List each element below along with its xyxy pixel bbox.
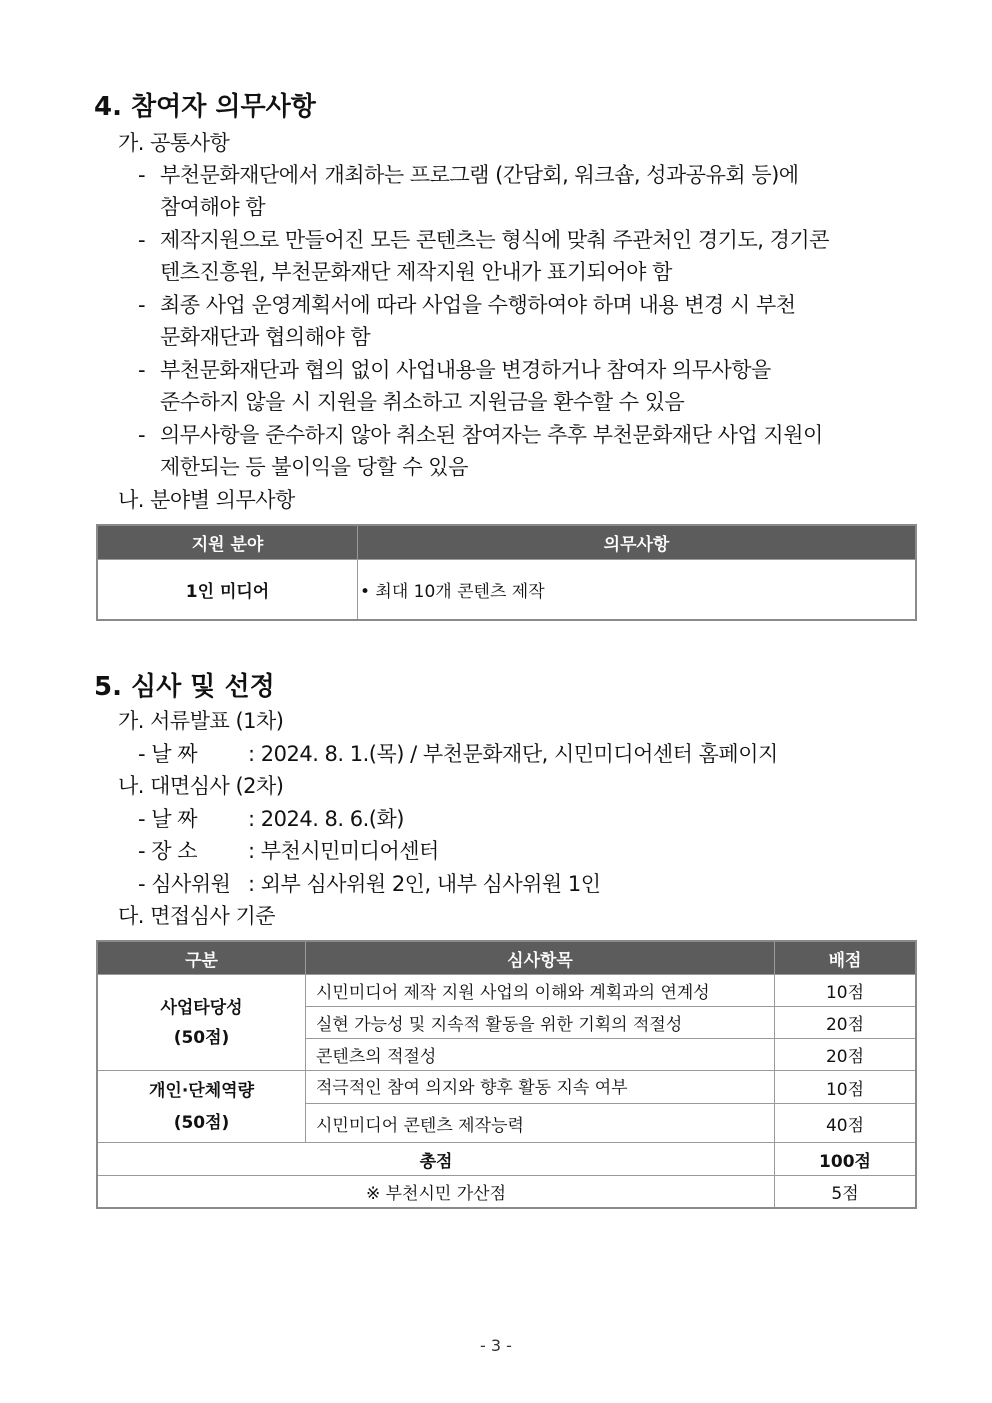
- duty-table: [96, 524, 917, 621]
- list-item-line: 최종 사업 운영계획서에 따라 사업을 수행하여야 하며 내용 변경 시 부천: [160, 293, 796, 317]
- list-item-line: 의무사항을 준수하지 않아 취소된 참여자는 추후 부천문화재단 사업 지원이: [160, 423, 823, 447]
- detail-value: : 2024. 8. 6.(화): [248, 807, 404, 831]
- list-item-line: 제한되는 등 불이익을 당할 수 있음: [160, 455, 468, 479]
- list-item-dash: -: [138, 163, 146, 187]
- cell-criteria: 시민미디어 제작 지원 사업의 이해와 계획과의 연계성: [306, 975, 775, 1007]
- detail-label: - 날 짜: [138, 742, 198, 766]
- list-item-line: 준수하지 않을 시 지원을 취소하고 지원금을 환수할 수 있음: [160, 390, 685, 414]
- list-item-line: 제작지원으로 만들어진 모든 콘텐츠는 형식에 맞춰 주관처인 경기도, 경기콘: [160, 228, 829, 252]
- category-name: 개인·단체역량: [149, 1080, 254, 1101]
- cell-total-score: 100점: [775, 1143, 917, 1176]
- section-5-sub-c: 다. 면접심사 기준: [118, 904, 276, 928]
- list-item-line: 참여해야 함: [160, 195, 266, 219]
- cell-duty: • 최대 10개 콘텐츠 제작: [358, 560, 917, 621]
- section-4-sub-a: 가. 공통사항: [118, 131, 230, 155]
- header-duty: 의무사항: [358, 525, 917, 560]
- evaluation-table: [96, 940, 917, 1209]
- header-criteria: 심사항목: [306, 941, 775, 975]
- category-name: 사업타당성: [160, 997, 243, 1018]
- list-item-dash: -: [138, 358, 146, 382]
- list-item-dash: -: [138, 293, 146, 317]
- category-points: (50점): [173, 1027, 230, 1048]
- cell-score: 10점: [775, 975, 917, 1007]
- header-score: 배점: [775, 941, 917, 975]
- table-row: [97, 975, 916, 1007]
- table-total-row: [97, 1143, 916, 1176]
- section-5-sub-a: 가. 서류발표 (1차): [118, 709, 284, 733]
- page-number: - 3 -: [480, 1336, 512, 1355]
- cell-field: 1인 미디어: [97, 560, 358, 621]
- cell-score: 10점: [775, 1071, 917, 1104]
- table-row: [97, 560, 916, 621]
- list-item-line: 부천문화재단에서 개최하는 프로그램 (간담회, 워크숍, 성과공유회 등)에: [160, 163, 799, 187]
- table-header-row: [97, 941, 916, 975]
- section-4-sub-b: 나. 분야별 의무사항: [118, 488, 295, 512]
- list-item-line: 부천문화재단과 협의 없이 사업내용을 변경하거나 참여자 의무사항을: [160, 358, 771, 382]
- cell-criteria: 시민미디어 콘텐츠 제작능력: [306, 1104, 775, 1143]
- cell-category: [97, 1071, 306, 1143]
- table-row: [97, 1071, 916, 1104]
- cell-score: 20점: [775, 1007, 917, 1039]
- category-points: (50점): [173, 1112, 230, 1133]
- header-field: 지원 분야: [97, 525, 358, 560]
- list-item-line: 문화재단과 협의해야 함: [160, 325, 371, 349]
- cell-score: 20점: [775, 1039, 917, 1071]
- list-item-dash: -: [138, 228, 146, 252]
- section-5-title: 5. 심사 및 선정: [94, 672, 275, 702]
- detail-value: : 2024. 8. 1.(목) / 부천문화재단, 시민미디어센터 홈페이지: [248, 742, 778, 766]
- cell-bonus-score: 5점: [775, 1176, 917, 1209]
- cell-score: 40점: [775, 1104, 917, 1143]
- section-4-title: 4. 참여자 의무사항: [94, 92, 316, 122]
- table-header-row: [97, 525, 916, 560]
- detail-label: - 장 소: [138, 839, 198, 863]
- detail-value: : 부천시민미디어센터: [248, 839, 439, 863]
- cell-criteria: 적극적인 참여 의지와 향후 활동 지속 여부: [306, 1071, 775, 1104]
- cell-total-label: 총점: [97, 1143, 775, 1176]
- header-category: 구분: [97, 941, 306, 975]
- list-item-dash: -: [138, 423, 146, 447]
- cell-criteria: 실현 가능성 및 지속적 활동을 위한 기획의 적절성: [306, 1007, 775, 1039]
- cell-category: [97, 975, 306, 1071]
- list-item-line: 텐츠진흥원, 부천문화재단 제작지원 안내가 표기되어야 함: [160, 260, 672, 284]
- detail-label: - 날 짜: [138, 807, 198, 831]
- cell-bonus-label: ※ 부천시민 가산점: [97, 1176, 775, 1209]
- cell-criteria: 콘텐츠의 적절성: [306, 1039, 775, 1071]
- detail-value: : 외부 심사위원 2인, 내부 심사위원 1인: [248, 872, 601, 896]
- section-5-sub-b: 나. 대면심사 (2차): [118, 774, 284, 798]
- detail-label: - 심사위원: [138, 872, 231, 896]
- table-bonus-row: [97, 1176, 916, 1209]
